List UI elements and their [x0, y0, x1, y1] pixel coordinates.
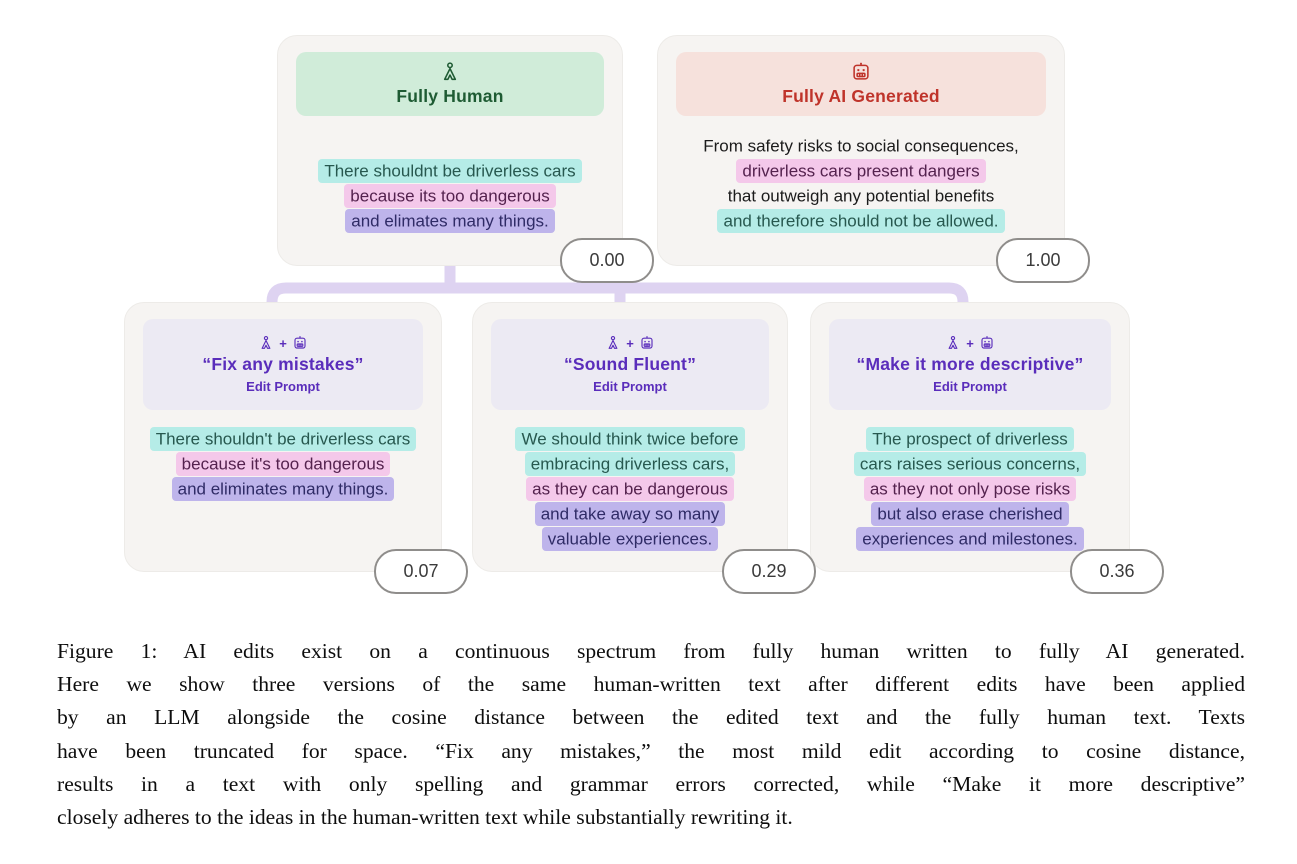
fully-ai-header — [676, 52, 1046, 116]
highlighted-text: and elimates many things. — [345, 209, 555, 233]
highlighted-text: cars raises serious concerns, — [854, 452, 1086, 476]
caption-line: by an LLM alongside the cosine distance between the edited text and the fully human text. Texts — [57, 705, 1245, 730]
person-icon — [258, 335, 274, 351]
caption-line: Figure 1: AI edits exist on a continuous spectrum from fully human written to fully AI generated. — [57, 639, 1245, 663]
text-line — [811, 451, 1129, 476]
text-line — [125, 451, 441, 476]
text-line — [658, 133, 1064, 158]
edit-prompt-title: “Fix any mistakes” — [202, 354, 364, 374]
highlighted-text: as they not only pose risks — [864, 477, 1076, 501]
text-line — [811, 476, 1129, 501]
person-plus-robot-icons — [945, 335, 995, 351]
distance-badge-fully-human: 0.00 — [560, 238, 654, 283]
distance-badge-sound-fluent: 0.29 — [722, 549, 816, 594]
sound-fluent-card — [472, 302, 788, 572]
sound-fluent-header — [491, 319, 769, 410]
plus-sign: + — [626, 335, 634, 351]
text-line — [473, 426, 787, 451]
highlighted-text: The prospect of driverless — [866, 427, 1074, 451]
fix-any-mistakes-text — [125, 426, 441, 501]
highlighted-text: and eliminates many things. — [172, 477, 395, 501]
caption-line: have been truncated for space. “Fix any mistakes,” the most mild edit according to cosine distance, — [57, 738, 1245, 763]
text-line — [278, 183, 622, 208]
fully-ai-label: Fully AI Generated — [782, 86, 940, 106]
make-descriptive-text — [811, 426, 1129, 551]
text-line — [125, 476, 441, 501]
highlighted-text: and therefore should not be allowed. — [717, 209, 1004, 233]
highlighted-text: that outweigh any potential benefits — [727, 186, 995, 205]
fully-human-card — [277, 35, 623, 266]
plus-sign: + — [279, 335, 287, 351]
make-descriptive-header — [829, 319, 1111, 410]
fix-any-mistakes-card — [124, 302, 442, 572]
text-line — [125, 426, 441, 451]
fully-ai-card — [657, 35, 1065, 266]
make-descriptive-card — [810, 302, 1130, 572]
distance-badge-fix-mistakes: 0.07 — [374, 549, 468, 594]
distance-badge-descriptive: 0.36 — [1070, 549, 1164, 594]
highlighted-text: because it's too dangerous — [176, 452, 391, 476]
text-line — [811, 526, 1129, 551]
person-icon — [605, 335, 621, 351]
caption-line: closely adheres to the ideas in the human-written text while substantially rewriting it. — [57, 805, 793, 830]
text-line — [811, 501, 1129, 526]
highlighted-text: because its too dangerous — [344, 184, 555, 208]
highlighted-text: There shouldnt be driverless cars — [318, 159, 581, 183]
highlighted-text: as they can be dangerous — [526, 477, 734, 501]
text-line — [658, 208, 1064, 233]
highlighted-text: From safety risks to social consequences, — [703, 136, 1019, 155]
robot-icon — [292, 335, 308, 351]
highlighted-text: embracing driverless cars, — [525, 452, 735, 476]
edit-prompt-subtitle: Edit Prompt — [593, 379, 667, 394]
text-line — [278, 208, 622, 233]
fully-ai-text — [658, 133, 1064, 233]
caption-line: Here we show three versions of the same human-written text after different edits have been applied — [57, 672, 1245, 697]
caption-line: results in a text with only spelling and grammar errors corrected, while “Make it more descriptive” — [57, 771, 1245, 796]
highlighted-text: valuable experiences. — [542, 527, 718, 551]
figure-caption — [57, 635, 1245, 834]
person-icon — [945, 335, 961, 351]
edit-prompt-subtitle: Edit Prompt — [246, 379, 320, 394]
robot-icon — [979, 335, 995, 351]
sound-fluent-text — [473, 426, 787, 551]
plus-sign: + — [966, 335, 974, 351]
edit-prompt-subtitle: Edit Prompt — [933, 379, 1007, 394]
text-line — [658, 158, 1064, 183]
text-line — [473, 526, 787, 551]
highlighted-text: but also erase cherished — [871, 502, 1068, 526]
text-line — [473, 451, 787, 476]
highlighted-text: experiences and milestones. — [856, 527, 1083, 551]
highlighted-text: driverless cars present dangers — [736, 159, 985, 183]
person-plus-robot-icons — [605, 335, 655, 351]
edit-prompt-title: “Make it more descriptive” — [856, 354, 1084, 374]
text-line — [658, 183, 1064, 208]
highlighted-text: We should think twice before — [515, 427, 744, 451]
person-icon — [439, 61, 461, 83]
person-plus-robot-icons — [258, 335, 308, 351]
text-line — [811, 426, 1129, 451]
highlighted-text: and take away so many — [535, 502, 726, 526]
robot-icon — [850, 61, 872, 83]
fully-human-label: Fully Human — [396, 86, 504, 106]
robot-icon — [639, 335, 655, 351]
edit-prompt-title: “Sound Fluent” — [563, 354, 697, 374]
fully-human-text — [278, 158, 622, 233]
highlighted-text: There shouldn't be driverless cars — [150, 427, 417, 451]
fix-any-mistakes-header — [143, 319, 423, 410]
text-line — [473, 476, 787, 501]
text-line — [278, 158, 622, 183]
fully-human-header — [296, 52, 604, 116]
text-line — [473, 501, 787, 526]
distance-badge-fully-ai: 1.00 — [996, 238, 1090, 283]
